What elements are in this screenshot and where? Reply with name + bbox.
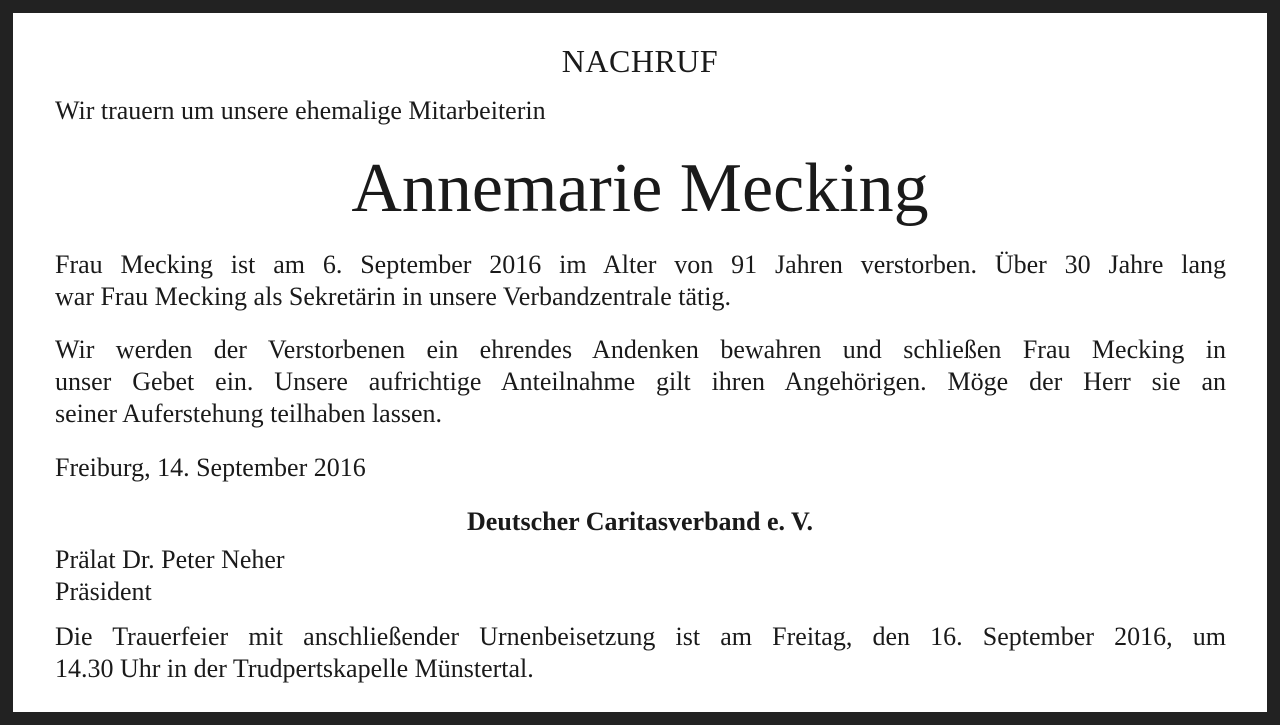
signatory-name: Prälat Dr. Peter Neher bbox=[55, 545, 285, 574]
intro-line: Wir trauern um unsere ehemalige Mitarbeiterin bbox=[55, 96, 546, 125]
paragraph-line: seiner Auferstehung teilhaben lassen. bbox=[55, 399, 442, 428]
paragraph-funeral-info bbox=[55, 621, 1226, 685]
signatory-title: Präsident bbox=[55, 577, 152, 606]
paragraph-death-notice bbox=[55, 249, 1226, 313]
place-date: Freiburg, 14. September 2016 bbox=[55, 453, 366, 482]
paragraph-condolence bbox=[55, 334, 1226, 430]
organization-name: Deutscher Caritasverband e. V. bbox=[467, 507, 813, 536]
notice-heading: NACHRUF bbox=[561, 43, 719, 79]
paragraph-line: Die Trauerfeier mit anschließender Urnenbeisetzung ist am Freitag, den 16. September 2016, um bbox=[55, 622, 1226, 651]
paragraph-line: Frau Mecking ist am 6. September 2016 im Alter von 91 Jahren verstorben. Über 30 Jahre lang bbox=[55, 250, 1226, 279]
paragraph-line: unser Gebet ein. Unsere aufrichtige Anteilnahme gilt ihren Angehörigen. Möge der Herr sie an bbox=[55, 367, 1226, 396]
deceased-name: Annemarie Mecking bbox=[351, 150, 929, 227]
signature-block bbox=[55, 544, 1226, 608]
paragraph-line: war Frau Mecking als Sekretärin in unsere Verbandzentrale tätig. bbox=[55, 282, 731, 311]
paragraph-line: 14.30 Uhr in der Trudpertskapelle Münstertal. bbox=[55, 654, 534, 683]
obituary-card bbox=[13, 13, 1267, 712]
paragraph-line: Wir werden der Verstorbenen ein ehrendes Andenken bewahren und schließen Frau Mecking in bbox=[55, 335, 1226, 364]
